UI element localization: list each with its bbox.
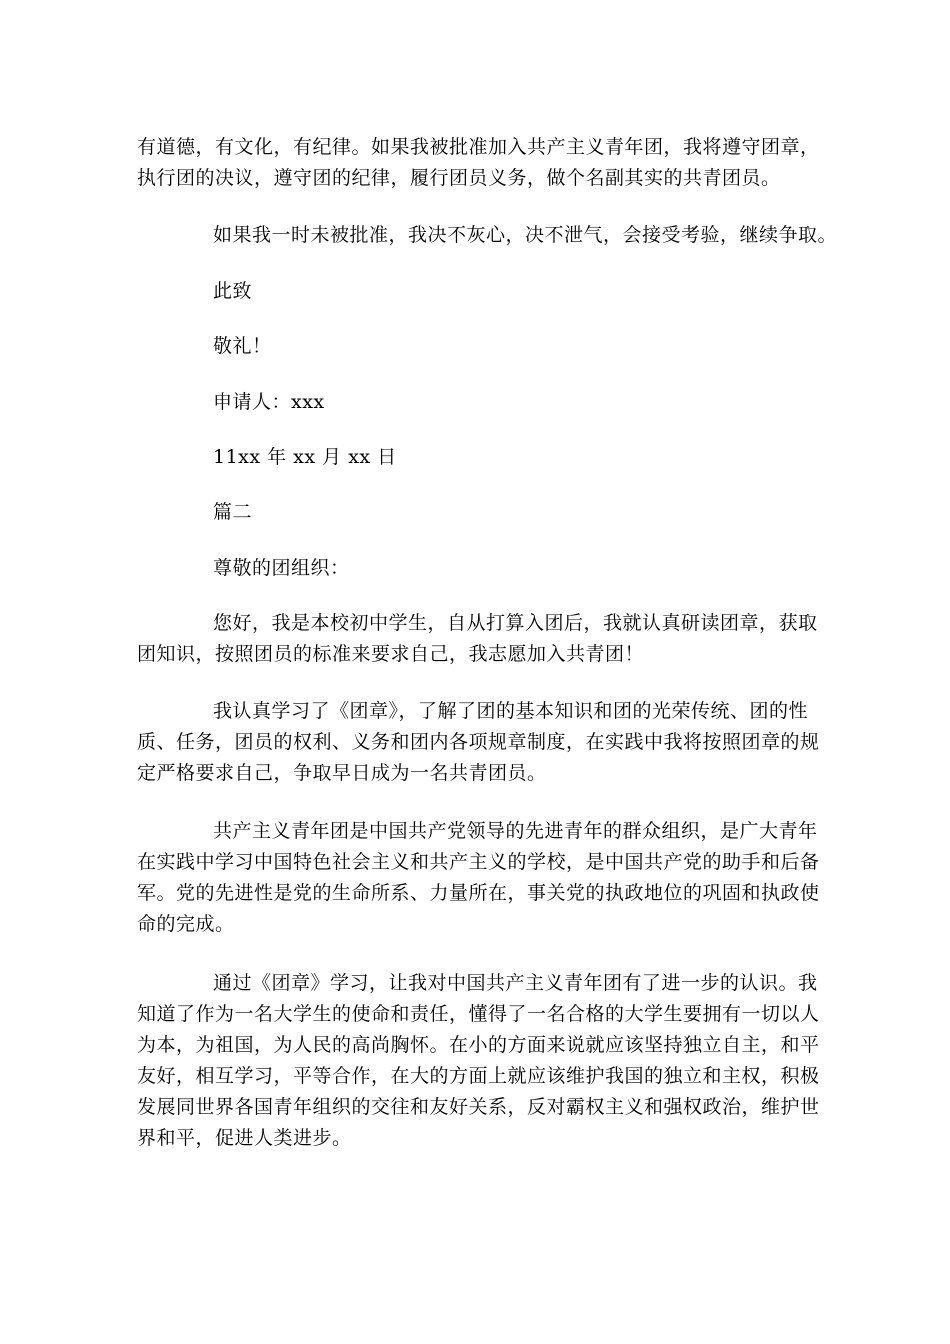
text-line: 我认真学习了《团章》，了解了团的基本知识和团的光荣传统、团的性 [213,700,809,722]
text-line: 11xx 年 xx 月 xx 日 [213,446,397,468]
text-line: 此致 [213,280,253,302]
text-line: 定严格要求自己，争取早日成为一名共青团员。 [137,762,547,784]
text-line: 您好，我是本校初中学生，自从打算入团后，我就认真研读团章，获取 [213,612,818,634]
text-line: 执行团的决议，遵守团的纪律，履行团员义务，做个名副其实的共青团员。 [137,167,781,189]
text-line: 共产主义青年团是中国共产党领导的先进青年的群众组织，是广大青年 [213,820,818,842]
applicant-signature [137,387,325,418]
paragraph [137,968,820,1154]
text-line: 尊敬的团组织： [213,557,350,579]
text-line: 通过《团章》学习，让我对中国共产主义青年团有了进一步的认识。我 [213,972,818,994]
text-line: 军。党的先进性是党的生命所系、力量所在，事关党的执政地位的巩固和执政使 [137,882,820,904]
closing-salutation [137,276,252,307]
paragraph [137,696,820,789]
text-line: 如果我一时未被批准，我决不灰心，决不泄气，会接受考验，继续争取。 [213,224,838,246]
text-line: 知道了作为一名大学生的使命和责任，懂得了一名合格的大学生要拥有一切以人 [137,1003,820,1025]
paragraph [137,220,837,251]
section-heading [137,497,252,528]
text-line: 团知识，按照团员的标准来要求自己，我志愿加入共青团！ [137,643,645,665]
text-line: 发展同世界各国青年组织的交往和友好关系，反对霸权主义和强权政治，维护世 [137,1096,820,1118]
paragraph [137,816,820,940]
text-line: 友好，相互学习，平等合作，在大的方面上就应该维护我国的独立和主权，积极 [137,1065,820,1087]
text-line: 质、任务，团员的权利、义务和团内各项规章制度，在实践中我将按照团章的规 [137,731,820,753]
date-line [137,442,397,473]
text-line: 申请人：xxx [213,391,325,413]
salutation [137,553,350,584]
paragraph-continuation [137,132,820,194]
text-line: 有道德，有文化，有纪律。如果我被批准加入共产主义青年团，我将遵守团章， [137,136,820,158]
paragraph [137,608,818,670]
text-line: 在实践中学习中国特色社会主义和共产主义的学校，是中国共产党的助手和后备 [137,851,820,873]
closing-regards [137,331,272,362]
text-line: 篇二 [213,501,253,523]
text-line: 敬礼！ [213,335,272,357]
text-line: 界和平，促进人类进步。 [137,1127,352,1149]
text-line: 命的完成。 [137,913,235,935]
text-line: 为本，为祖国，为人民的高尚胸怀。在小的方面来说就应该坚持独立自主，和平 [137,1034,820,1056]
